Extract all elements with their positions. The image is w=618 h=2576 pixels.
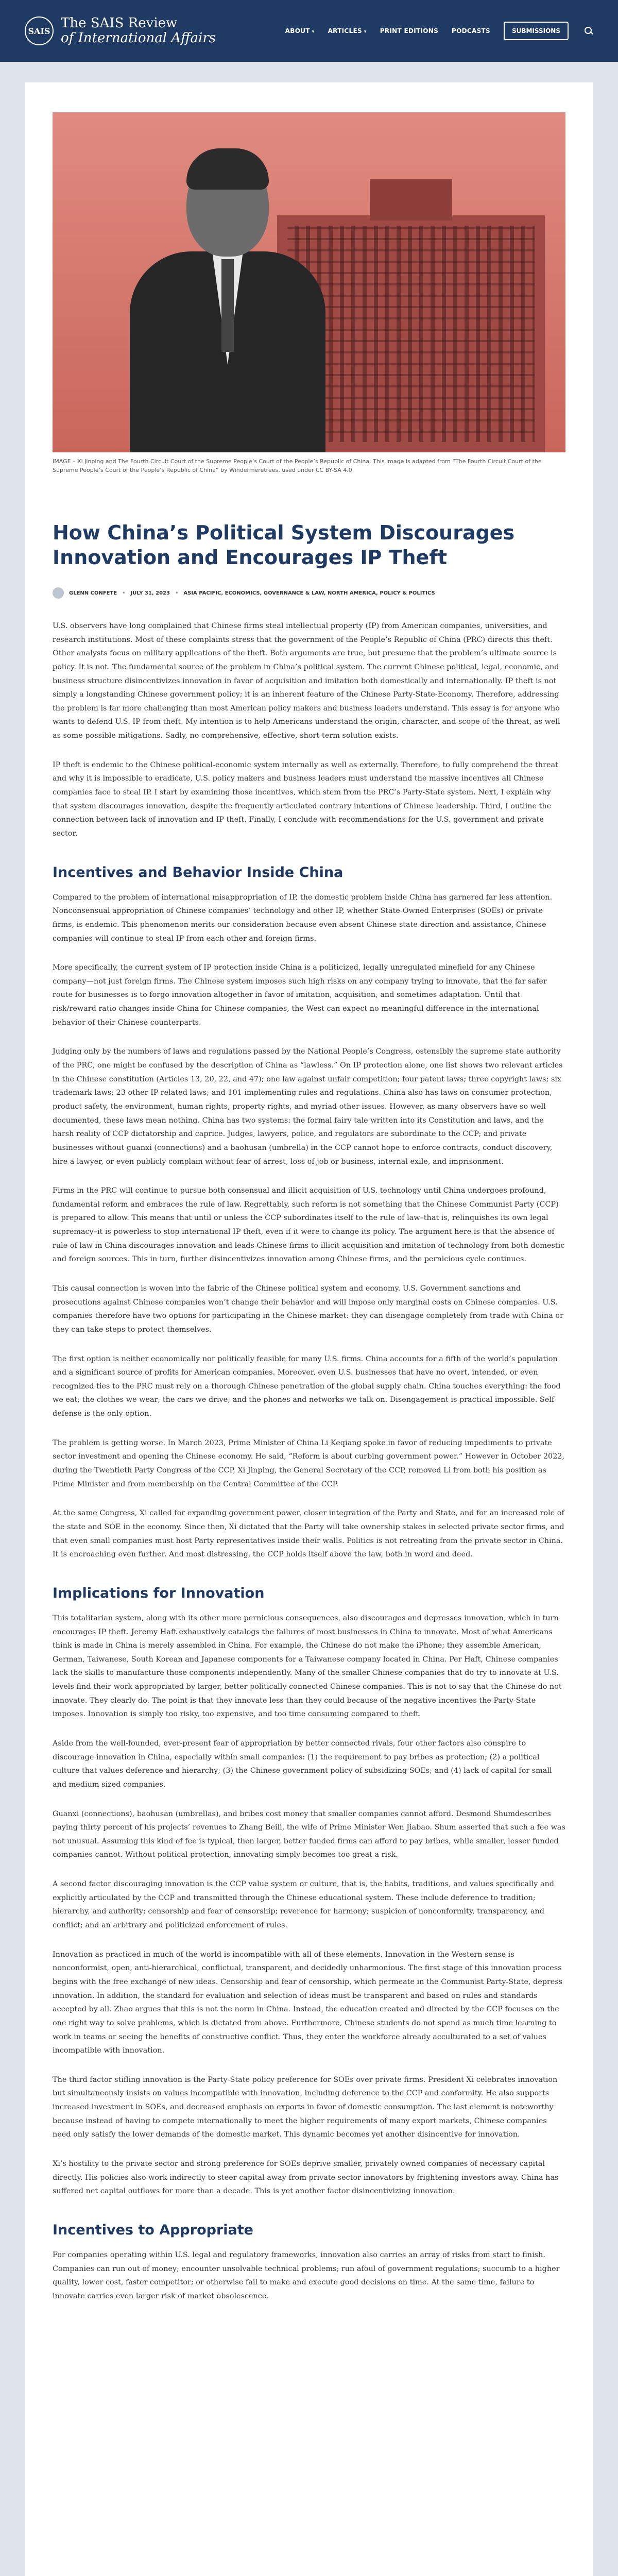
brand-line-1: The SAIS Review [61,15,178,31]
paragraph: At the same Congress, Xi called for expanding government power, closer integration of the Party and State, and for an increased role of the state and SOE in the economy. Since then, Xi dictated that the Party will take ownership stakes in selected private sector firms, and that even small companies must host Party representatives inside their walls. Politics is not retreating from the private sector in China. It is encroaching even further. And most distressing, the CCP holds itself above the law, both in word and deed. [53,1509,564,1559]
paragraph: U.S. observers have long complained that Chinese firms steal intellectual property (IP) from American companies, universities, and research institutions. Most of these complaints stress that the government of the People’s Republic of China (PRC) directs this theft. Other analysts focus on military applications of the theft. Both arguments are true, but presume that the problem’s ultimate source is policy. It is not. The fundamental source of the problem in China’s political system. The current Chinese political, legal, economic, and business structure disincentivizes innovation in favor of acquisition and imitation both domestically and internationally. IP theft is not simply a longstanding Chinese government policy; it is an inherent feature of the Chinese Party-State-Economy. Therefore, addressing the problem is far more challenging than most American policy makers and business leaders understand. This essay is for anyone who wants to defend U.S. IP from theft. My intention is to help Americans understand the origin, character, and scope of the threat, as well as some possible mitigations. Sadly, no comprehensive, effective, short-term solution exists. [53,622,560,740]
paragraph: Firms in the PRC will continue to pursue both consensual and illicit acquisition of U.S. technology until China undergoes profound, fundamental reform and embraces the rule of law. Regrettably, such reform is not something that the Chinese Communist Party (CCP) is prepared to allow. This means that until or unless the CCP subordinates itself to the rule of law–that is, relinquishes its own legal supremacy–it is powerless to stop international IP theft, even if it were to change its policy. The argument here is that the absence of rule of law in China discourages innovation and leads Chinese firms to illicit acquisition and imitation of technology from both domestic and foreign sources. This in turn, further disincentivizes innovation among Chinese firms, and the pernicious cycle continues. [53,1187,565,1264]
paragraph: IP theft is endemic to the Chinese political-economic system internally as well as externally. Therefore, to fully comprehend the threat and why it is impossible to eradicate, U.S. policy makers and business leaders must understand the massive incentives all Chinese companies face to steal IP. I start by examining those incentives, which stem from the PRC’s Party-State system. Next, I explain why that system discourages innovation, despite the frequently articulated contrary intentions of Chinese leadership. Third, I outline the connection between lack of innovation and IP theft. Finally, I conclude with recommendations for the U.S. government and private sector. [53,760,558,838]
paragraph: Judging only by the numbers of laws and regulations passed by the National People’s Congress, ostensibly the supreme state authority of the PRC, one might be confused by the description of China as “lawless.” On IP protection alone, one list shows two relevant articles in the Chinese constitution (Articles 13, 20, 22, and 47); one law against unfair competition; four patent laws; three copyright laws; six trademark laws; 23 other IP-related laws; and 101 implementing rules and regulations. China also has laws on consumer protection, product safety, the environment, human rights, property rights, and myriad other issues. However, as many observers have so well documented, these laws mean nothing. China has two systems: the formal fairy tale written into its Constitution and laws, and the harsh reality of CCP dictatorship and caprice. Judges, lawyers, police, and regulators are subordinate to the CCP; and private businesses without guanxi (connections) and a baohusan (umbrella) in the CCP cannot hope to enforce contracts, conduct discovery, hire a lawyer, or even publicly complain without fear of arrest, loss of job or business, internal exile, and imprisonment. [53,1047,563,1166]
paragraph: The problem is getting worse. In March 2023, Prime Minister of China Li Keqiang spoke in favor of reducing impediments to private sector investment and opening the Chinese economy. He said, “Reform is about curbing government power.” However in October 2022, during the Twentieth Party Congress of the CCP, Xi Jinping, the General Secretary of the CCP, removed Li from both his position as Prime Minister and from membership on the Central Committee of the CCP. [53,1438,565,1488]
paragraph: Guanxi (connections), baohusan (umbrellas), and bribes cost money that smaller companies cannot afford. Desmond Shumdescribes paying thirty percent of his projects’ revenues to Zhang Beili, the wife of Prime Minister Wen Jiabao. Shum asserted that such a fee was not unusual. Assuming this kind of fee is typical, then larger, better funded firms can afford to pay bribes, while smaller, lesser funded companies cannot. Without political protection, innovating simply becomes too great a risk. [53,1809,565,1859]
paragraph: This totalitarian system, along with its other more pernicious consequences, also discourages and depresses innovation, which in turn encourages IP theft. Jeremy Haft exhaustively catalogs the failures of most businesses in China to innovate. Most of what Americans think is made in China is merely assembled in China. For example, the Chinese do not make the iPhone; they assemble American, German, Taiwanese, South Korean and Japanese components for a Taiwanese company located in China. Per Haft, Chinese companies lack the skills to manufacture those components independently. Many of the smaller Chinese companies that do try to innovate at U.S. levels find their work appropriated by larger, better politically connected Chinese companies. This is not to say that the Chinese do not innovate. They clearly do. The point is that they innovate less than they could because of the negative incentives the Party-State imposes. Innovation is simply too risky, too expensive, and too time consuming compared to theft. [53,1614,562,1719]
paragraph: A second factor discouraging innovation is the CCP value system or culture, that is, the habits, traditions, and values specifically and explicitly articulated by the CCP and transmitted through the Chinese educational system. These include deference to tradition; hierarchy, and authority; censorship and fear of censorship; reverence for harmony; suspicion of nonconformity, transparency, and conflict; and an arbitrary and politicized enforcement of rules. [53,1880,554,1930]
submissions-button[interactable]: SUBMISSIONS [504,22,569,40]
hero-image [53,112,565,452]
search-icon[interactable] [584,26,593,36]
chevron-down-icon: ▾ [364,29,367,35]
publish-date: JULY 31, 2023 [130,590,170,596]
section-heading: Incentives and Behavior Inside China [53,864,344,880]
paragraph: Innovation as practiced in much of the world is incompatible with all of these elements. Innovation in the Western sense is nonconformist, open, anti-hierarchical, conflictual, transparent, and decidedly unharmonious. The first stage of this innovation process begins with the free exchange of new ideas. Censorship and fear of censorship, which permeate in the Communist Party-State, depress innovation. In addition, the standard for evaluation and selection of ideas must be transparent and based on rules and standards accepted by all. Zhao argues that this is not the norm in China. Instead, the education created and directed by the CCP focuses on the one right way to solve problems, which is dictated from above. Furthermore, Chinese students do not spend as much time learning to work in teams or seeing the benefits of constructive conflict. Thus, they enter the workforce already acculturated to a set of values incompatible with innovation. [53,1950,563,2055]
paragraph: More specifically, the current system of IP protection inside China is a politicized, legally unregulated minefield for any Chinese company—not just foreign firms. The Chinese system imposes such high risks on any company trying to innovate, that the far safer route for businesses is to forgo innovation altogether in favor of imitation, acquisition, and sometimes adaptation. Until that risk/reward ratio changes inside China for Chinese companies, the West can expect no meaningful difference in the international behavior of their Chinese counterparts. [53,963,547,1027]
meta-separator: • [122,590,126,596]
brand-name [61,16,216,45]
paragraph: Xi’s hostility to the private sector and strong preference for SOEs deprive smaller, privately owned companies of necessary capital directly. His policies also work indirectly to steer capital away from private sector innovators by frightening investors away. China has suffered net capital outflows for more than a decade. This is yet another factor disincentivizing innovation. [53,2160,559,2196]
site-header [0,0,618,62]
paragraph: The third factor stifling innovation is the Party-State policy preference for SOEs over private firms. President Xi celebrates innovation but simultaneously insists on values incompatible with innovation, including deference to the CCP and conformity. He also supports increased investment in SOEs, and decreased emphasis on exports in favor of domestic consumption. The last element is noteworthy because instead of having to compete internationally to meet the higher requirements of many export markets, Chinese companies need only satisfy the lower demands of the domestic market. This dynamic becomes yet another disincentive for innovation. [53,2075,558,2139]
paragraph: For companies operating within U.S. legal and regulatory frameworks, innovation also carries an array of risks from start to finish. Companies can run out of money; encounter unsolvable technical problems; run afoul of government regulations; succumb to a higher quality, lower cost, faster competitor; or otherwise fail to make and execute good decisions on time. At the same time, failure to innovate carries even larger risk of market obsolescence. [53,2250,560,2300]
nav-about[interactable] [285,27,315,35]
article-card [25,82,593,2576]
paragraph: The first option is neither economically nor politically feasible for many U.S. firms. China accounts for a fifth of the world’s population and a significant source of profits for American companies. Moreover, even U.S. businesses that have no overt, intended, or even recognized ties to the PRC must rely on a thorough Chinese penetration of the global supply chain. China touches everything: the food we eat; the clothes we wear; the cars we drive; and the phones and networks we talk on. Disengagement is practical impossible. Self-defense is the only option. [53,1354,561,1418]
seal-icon: SAIS [25,16,54,45]
main-nav [285,22,593,40]
site-logo[interactable] [25,16,216,45]
nav-articles-label: ARTICLES [328,27,362,35]
portrait-tie [221,259,234,352]
portrait-hair [186,148,269,190]
article-body [53,619,565,2303]
nav-podcasts[interactable]: PODCASTS [452,27,490,35]
brand-line-2: of International Affairs [61,30,216,46]
image-caption: IMAGE – Xi Jinping and The Fourth Circuit Court of the Supreme People’s Court of the People’s Republic of China. This image is adapted from “The Fourth Circuit Court of the Supreme People’s Court of the People’s Republic of China” by Windermeretrees, used under CC BY-SA 4.0. [53,458,542,473]
paragraph: Compared to the problem of international misappropriation of IP, the domestic problem inside China has garnered far less attention. Nonconsensual appropriation of Chinese companies’ technology and other IP, whether State-Owned Enterprises (SOEs) or private firms, is endemic. This phenomenon merits our consideration because even absent Chinese state direction and assistance, Chinese companies will continue to steal IP from each other and foreign firms. [53,893,553,943]
nav-articles[interactable] [328,27,367,35]
section-heading: Implications for Innovation [53,1585,265,1601]
section-heading: Incentives to Appropriate [53,2222,253,2238]
nav-about-label: ABOUT [285,27,310,35]
meta-separator: • [175,590,179,596]
chevron-down-icon: ▾ [312,29,315,35]
paragraph: This causal connection is woven into the fabric of the Chinese political system and economy. U.S. Government sanctions and prosecutions against Chinese companies won’t change their behavior and will impose only marginal costs on Chinese companies. U.S. companies therefore have two options for participating in the Chinese market: they can disengage completely from trade with China or they can take steps to protect themselves. [53,1284,563,1334]
article-meta [53,587,565,599]
building-tower [370,179,452,221]
article-title: How China’s Political System Discourages Innovation and Encourages IP Theft [53,521,515,569]
nav-print-editions[interactable]: PRINT EDITIONS [380,27,439,35]
category-links[interactable]: ASIA PACIFIC, ECONOMICS, GOVERNANCE & LAW, NORTH AMERICA, POLICY & POLITICS [183,590,435,596]
portrait-image [130,148,325,452]
paragraph: Aside from the well-founded, ever-present fear of appropriation by better connected rivals, four other factors also conspire to discourage innovation in China, especially within small companies: (1) the requirement to pay bribes as protection; (2) a political culture that values deference and hierarchy; (3) the Chinese government policy of subsidizing SOEs; and (4) lack of capital for small and medium sized companies. [53,1739,552,1789]
author-link[interactable]: GLENN CONFETE [69,590,117,596]
author-avatar [53,587,64,599]
